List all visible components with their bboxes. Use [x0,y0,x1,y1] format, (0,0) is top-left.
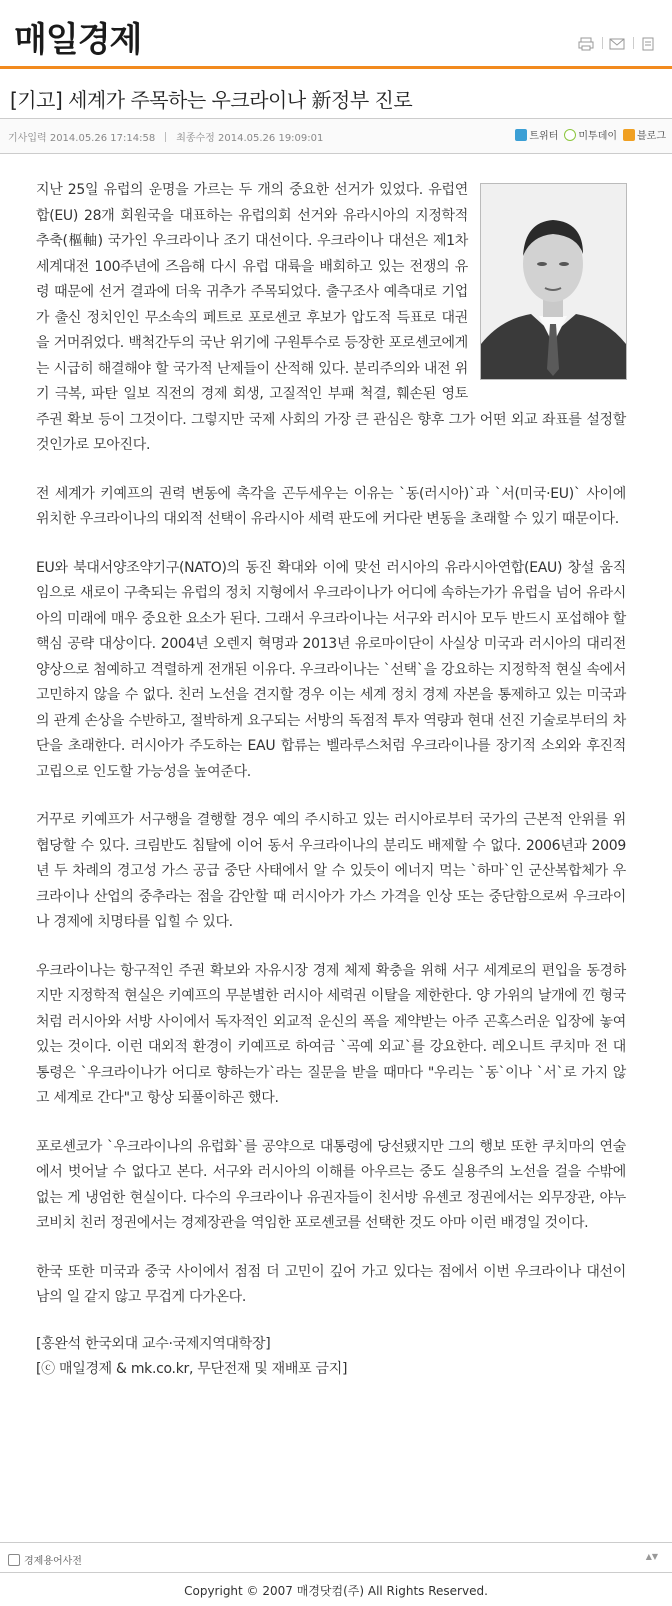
share-me2day[interactable] [564,127,617,142]
share-links [515,127,666,142]
email-icon[interactable] [609,36,627,50]
scrap-icon[interactable] [640,36,658,50]
divider [633,37,634,49]
edit-time: 2014.05.26 19:09:01 [218,133,324,144]
share-twitter[interactable] [515,127,558,142]
footer-divider [0,1542,672,1543]
top-bar [0,0,672,72]
share-label: 미투데이 [578,131,618,142]
blog-icon [623,129,635,141]
paragraph-text: 지난 25일 유럽의 운명을 가르는 두 개의 중요한 선거가 있었다. 유럽연합(EU) 28개 회원국을 대표하는 유럽의회 선거와 유라시아의 지정학적 추축(樞軸) 국가인 우크라이나 조기 대선이다. 우크라이나 대선은 제1차 세계대전 100주년에 즈음해 다시 유럽 대륙을 배회하고 있는 전쟁의 유령 때문에 선거 결과에 더욱 귀추가 주목되었다. 출구조사 예측대로 기업가 출신 정치인인 무소속의 페트로 포로셴코 후보가 압도적 득표로 대권을 거머쥐었다. 백척간두의 국난 위기에 구원투수로 등장한 포로셴코에게는 시급히 해결해야 할 국가적 난제들이 산적해 있다. 분리주의와 내전 위기 극복, 파탄 일보 직전의 경제 회생, 고질적인 부패 척결, 훼손된 영토 주권 확보 등이 그것이다. 그렇지만 국제 사회의 가장 큰 관심은 향후 그가 어떤 외교 좌표를 설정할 것인가로 모아진다. [36,182,626,453]
share-label: 트위터 [529,131,559,142]
input-time: 2014.05.26 17:14:58 [49,133,156,144]
paragraph: EU와 북대서양조약기구(NATO)의 동진 확대와 이에 맞선 러시아의 유라시아연합(EAU) 창설 움직임으로 새로이 구축되는 유럽의 정치 지형에서 우크라이나가 어디에 속하는가가 유럽을 넘어 유라시아의 미래에 매우 중요한 요소가 된다. 그래서 우크라이나는 서구와 러시아 모두 반드시 포섭해야 할 핵심 공략 대상이다. 2004년 오렌지 혁명과 2013년 유로마이단이 사실상 미국과 러시아의 대리전 양상으로 첨예하고 격렬하게 전개된 이유다. 우크라이나는 `선택`을 강요하는 지정학적 현실 속에서 고민하지 않을 수 없다. 친러 노선을 견지할 경우 이는 세계 정치 경제 자본을 통제하고 있는 미국과의 관계 손상을 수반하고, 절박하게 요구되는 서방의 독점적 투자 역량과 현대 선진 기술로부터의 차단을 초래한다. 러시아가 주도하는 EAU 합류는 벨라루스처럼 우크라이나를 장기적 소외와 후진적 고립으로 인도할 가능성을 높여준다. [36,559,626,780]
twitter-icon [515,129,527,141]
input-label: 기사입력 [8,133,47,144]
expand-icon[interactable]: ▲▼ [645,1552,658,1561]
footer-divider [0,1572,672,1573]
author-credit: [홍완석 한국외대 교수·국제지역대학장] [36,1335,271,1352]
dictionary-link[interactable] [8,1552,82,1567]
article-headline: [기고] 세계가 주목하는 우크라이나 新정부 진로 [10,88,413,112]
rights-notice: [ⓒ 매일경제 & mk.co.kr, 무단전재 및 재배포 금지] [36,1360,348,1377]
article-signature [36,1332,626,1382]
me2day-icon [564,129,576,141]
article-tools [578,36,658,50]
paragraph: 우크라이나는 항구적인 주권 확보와 자유시장 경제 체제 확충을 위해 서구 세계로의 편입을 동경하지만 지정학적 현실은 키예프의 무분별한 러시아 세력권 이탈을 제한한다. 양 가위의 날개에 낀 형국처럼 러시아와 서방 사이에서 독자적인 외교적 운신의 폭을 제약받는 아주 곤혹스러운 입장에 놓여 있는 것이다. 이런 대외적 환경이 키예프로 하여금 `곡예 외교`를 강요한다. 레오니트 쿠치마 전 대통령은 `우크라이나가 어디로 향하는가`라는 질문을 받을 때마다 "우리는 `동`이나 `서`로 가지 않고 세계로 간다"고 항상 되풀이하곤 했다. [36,962,626,1106]
copyright-notice: Copyright © 2007 매경닷컴(주) All Rights Reserved. [184,1584,488,1598]
paragraph: 전 세계가 키예프의 권력 변동에 촉각을 곤두세우는 이유는 `동(러시아)`과 `서(미국·EU)` 사이에 위치한 우크라이나의 대외적 선택이 유라시아 세력 판도에 커다란 변동을 초래할 수 있기 때문이다. [36,485,626,527]
paragraph [36,178,626,459]
edit-label: 최종수정 [176,133,215,144]
article-body [36,178,626,1382]
paragraph: 한국 또한 미국과 중국 사이에서 점점 더 고민이 깊어 가고 있다는 점에서 이번 우크라이나 대선이 남의 일 같지 않고 무겁게 다가온다. [36,1263,626,1305]
print-icon[interactable] [578,36,596,50]
dictionary-label: 경제용어사전 [24,1556,82,1567]
timestamps [8,129,323,144]
article-meta-bar [0,118,672,154]
divider [602,37,603,49]
header-rule [0,66,672,69]
site-logo[interactable]: 매일경제 [14,20,142,60]
dictionary-icon [8,1554,20,1566]
share-label: 블로그 [637,131,666,142]
divider [165,132,166,142]
photo-spacer [476,178,626,380]
share-blog[interactable] [623,127,666,142]
paragraph: 포로셴코가 `우크라이나의 유럽화`를 공약으로 대통령에 당선됐지만 그의 행보 또한 쿠치마의 연술에서 벗어날 수 없다고 본다. 서구와 러시아의 이해를 아우르는 중도 실용주의 노선을 걸을 수밖에 없는 게 냉엄한 현실이다. 다수의 우크라이나 유권자들이 친서방 유셴코 정권에서는 외무장관, 야누코비치 친러 정권에서는 경제장관을 역임한 포로셴코를 선택한 것도 아마 이런 배경일 것이다. [36,1138,626,1231]
paragraph: 거꾸로 키예프가 서구행을 결행할 경우 예의 주시하고 있는 러시아로부터 국가의 근본적 안위를 위협당할 수 있다. 크림반도 침탈에 이어 동서 우크라이나의 분리도 배제할 수 없다. 2006년과 2009년 두 차례의 경고성 가스 공급 중단 사태에서 알 수 있듯이 에너지 먹는 `하마`인 군산복합체가 우크라이나 산업의 중추라는 점을 감안할 때 러시아가 가스 가격을 인상 또는 중단함으로써 우크라이나 경제에 치명타를 입힐 수 있다. [36,812,626,930]
